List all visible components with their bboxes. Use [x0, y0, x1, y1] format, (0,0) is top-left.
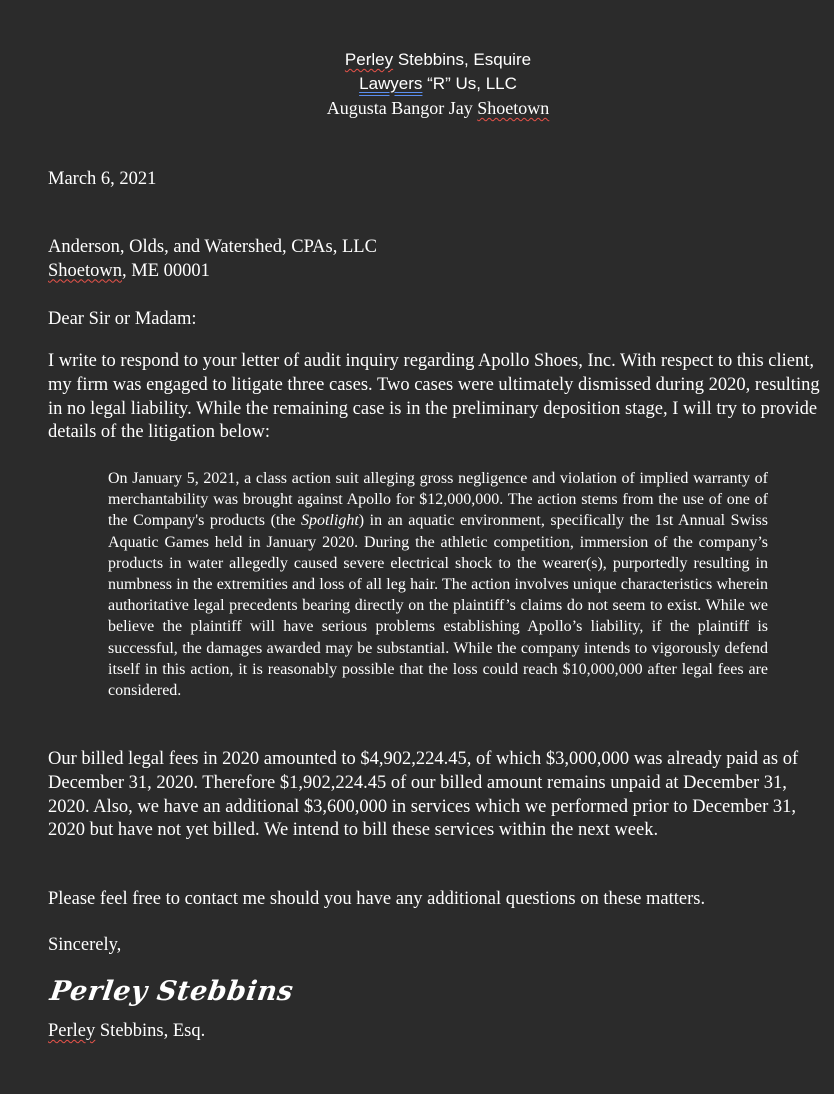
- recipient-address: [48, 260, 818, 284]
- letterhead-firm: [0, 72, 834, 96]
- letterhead: [0, 48, 834, 120]
- recipient-state-zip: , ME 00001: [122, 260, 210, 281]
- case-detail-part2: ) in an aquatic environment, specifically the 1st Annual Swiss Aquatic Games held in January 2020. During the athletic competition, immersion of the company’s products in water allegedly caused severe electrical shock to the wearer(s), purportedly resulting in numbness in the extremities and loss of all leg hair. The action involves unique characteristics wherein authoritative legal precedents bearing directly on the plaintiff’s claims do not seem to exist. While we believe the plaintiff will have serious problems establishing Apollo’s liability, if the plaintiff is successful, the damages awarded may be substantial. While the company intends to vigorously defend itself in this action, it is reasonably possible that the loss could reach $10,000,000 after legal fees are considered.: [108, 512, 769, 700]
- signer-rest: Stebbins, Esq.: [95, 1021, 206, 1041]
- recipient-block: [48, 236, 818, 283]
- salutation: Dear Sir or Madam:: [48, 309, 197, 329]
- letterhead-firm-word: Lawyers: [359, 74, 423, 93]
- handwritten-signature: Perley Stebbins: [48, 976, 296, 1007]
- closing-request: Please feel free to contact me should you have any additional questions on these matters.: [48, 889, 706, 909]
- letterhead-locations: [0, 96, 834, 120]
- signer-name: [48, 1020, 818, 1044]
- recipient-city: Shoetown: [48, 260, 122, 281]
- letterhead-name-rest: Stebbins, Esquire: [393, 50, 532, 69]
- letter-date: March 6, 2021: [48, 169, 157, 189]
- product-name: Spotlight: [300, 512, 359, 530]
- letterhead-locations-list: Augusta Bangor Jay: [326, 98, 478, 118]
- signer-first-name: Perley: [48, 1021, 96, 1041]
- recipient-name: Anderson, Olds, and Watershed, CPAs, LLC: [48, 237, 377, 257]
- case-detail-paragraph: [108, 468, 768, 701]
- letterhead-first-name: Perley: [344, 50, 394, 69]
- case-detail-part1: On January 5, 2021, a class action suit alleging gross negligence and violation of implied warranty of merchantability was brought against Apollo for $12,000,000. The action stems from the use of one of the Company's products (the: [108, 470, 768, 530]
- intro-paragraph: I write to respond to your letter of audit inquiry regarding Apollo Shoes, Inc. With respect to this client, my firm was engaged to litigate three cases. Two cases were ultimately dismissed during 2020, resulting in no legal liability. While the remaining case is in the preliminary deposition stage, I will try to provide details of the litigation below:: [48, 351, 820, 443]
- closing: Sincerely,: [48, 935, 122, 955]
- fees-paragraph: Our billed legal fees in 2020 amounted to $4,902,224.45, of which $3,000,000 was already paid as of December 31, 2020. Therefore $1,902,224.45 of our billed amount remains unpaid at December 31, 2020. Also, we have an additional $3,600,000 in services which we performed prior to December 31, 2020 but have not yet billed. We intend to bill these services within the next week.: [48, 749, 799, 841]
- letterhead-locations-last: Shoetown: [477, 98, 550, 118]
- letterhead-name: [0, 48, 834, 72]
- letterhead-firm-rest: “R” Us, LLC: [422, 74, 517, 93]
